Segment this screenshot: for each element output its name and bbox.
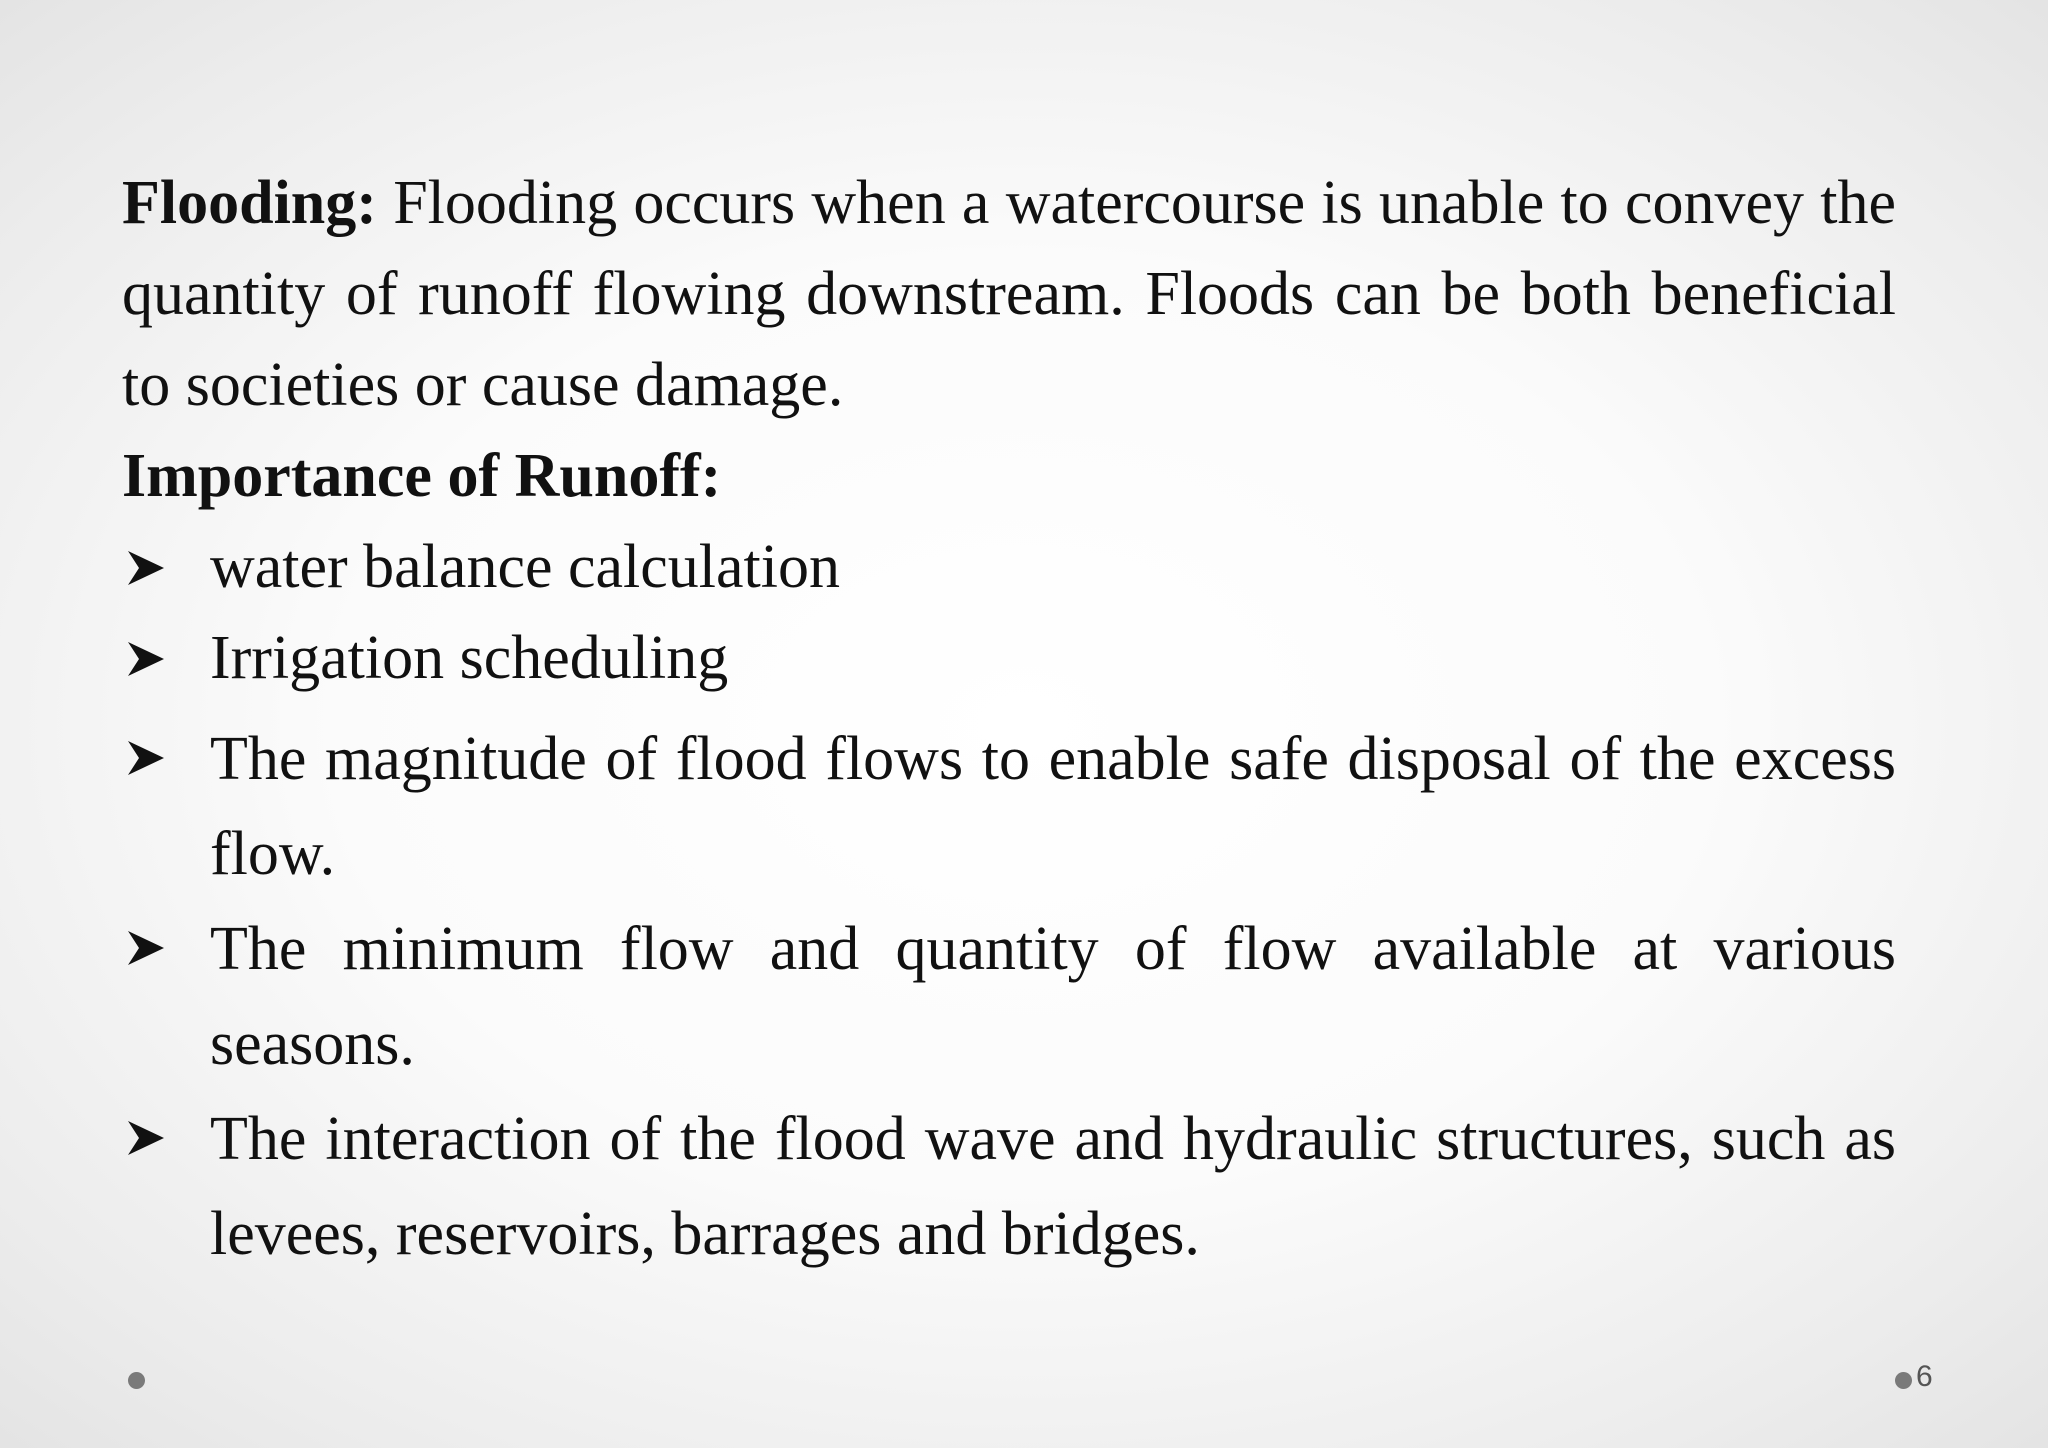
importance-heading: Importance of Runoff:	[122, 442, 722, 510]
flooding-definition: Flooding occurs when a watercourse is unable to convey the quantity of runoff flowing downstream. Floods can be both beneficial to societies or cause damage.	[122, 169, 1896, 419]
list-item-text: Irrigation scheduling	[210, 624, 729, 692]
arrow-bullet-icon	[126, 1092, 166, 1183]
importance-list	[122, 522, 1896, 1282]
arrow-bullet-icon	[126, 613, 166, 704]
list-item-text: water balance calculation	[210, 533, 840, 601]
footer-left-dot-icon	[128, 1372, 145, 1389]
flooding-paragraph	[122, 158, 1896, 431]
list-item	[122, 522, 1896, 613]
list-item-text: The magnitude of flood flows to enable safe disposal of the excess flow.	[210, 725, 1896, 888]
flooding-term: Flooding:	[122, 169, 377, 237]
list-item	[122, 712, 1896, 902]
arrow-bullet-icon	[126, 712, 166, 803]
arrow-bullet-icon	[126, 902, 166, 993]
list-item	[122, 1092, 1896, 1282]
list-item	[122, 613, 1896, 704]
list-item	[122, 902, 1896, 1092]
footer-right-dot-icon	[1895, 1372, 1912, 1389]
slide-body	[122, 158, 1896, 1282]
arrow-bullet-icon	[126, 522, 166, 613]
list-item-text: The interaction of the flood wave and hydraulic structures, such as levees, reservoirs, barrages and bridges.	[210, 1105, 1896, 1268]
page-number: 6	[1916, 1360, 1933, 1393]
list-item-text: The minimum flow and quantity of flow available at various seasons.	[210, 915, 1896, 1078]
